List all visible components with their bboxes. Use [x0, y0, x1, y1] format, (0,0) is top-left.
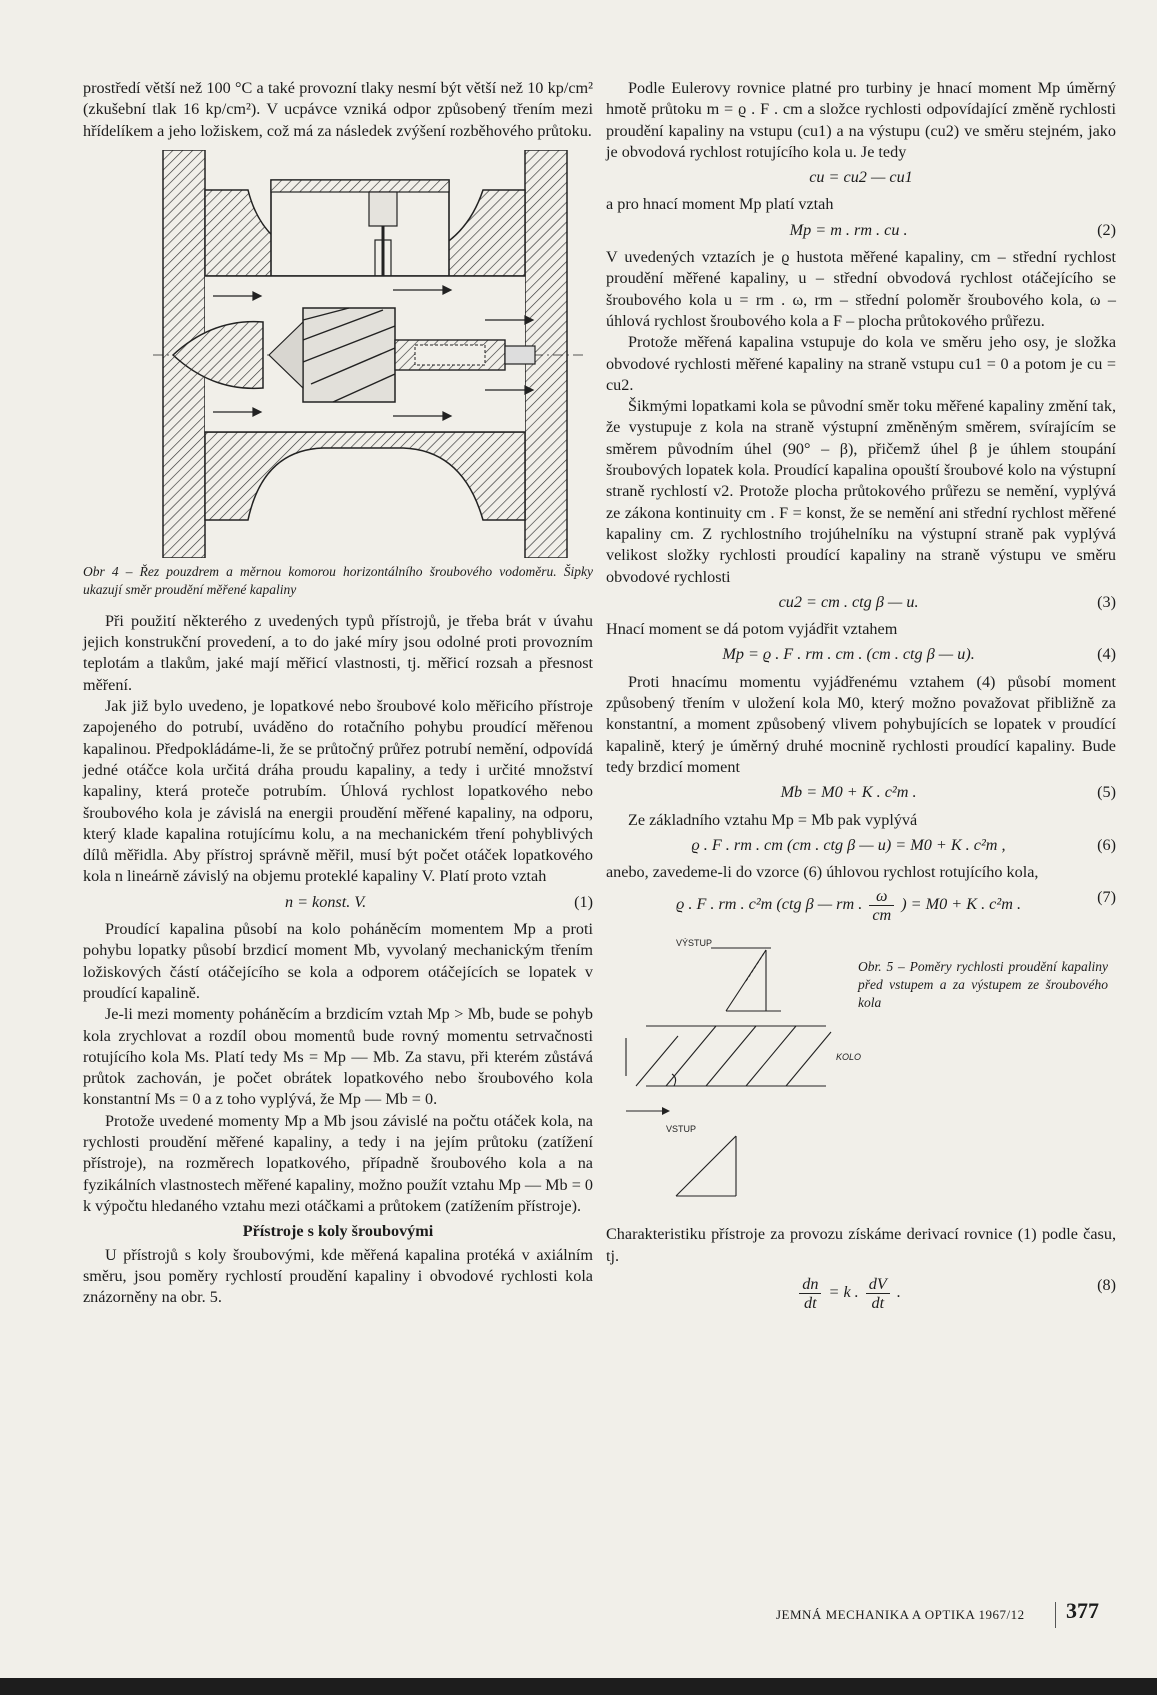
numerator: ω [869, 887, 894, 906]
equation-number: (3) [1097, 592, 1116, 611]
figure-4-caption: Obr 4 – Řez pouzdrem a měrnou komorou horizontálního šroubového vodoměru. Šipky ukazují směr proudění měřené kapaliny [83, 563, 593, 597]
equation-6 [606, 835, 1116, 856]
numerator: dV [866, 1275, 890, 1294]
equation-part: = k . [828, 1283, 859, 1302]
figure-5 [606, 936, 1116, 1216]
paragraph: Hnací moment se dá potom vyjádřit vztahem [606, 620, 898, 639]
equation-8 [606, 1275, 1116, 1312]
equation-number: (5) [1097, 783, 1116, 802]
equation-body: n = konst. V. [284, 892, 367, 911]
journal-footer: JEMNÁ MECHANIKA A OPTIKA 1967/12 [776, 1607, 1025, 1622]
fraction [866, 1275, 890, 1312]
denominator: cm [872, 906, 892, 925]
equation-7 [606, 887, 1116, 924]
paragraph: Protože měřená kapalina vstupuje do kola ve směru jeho osy, je složka obvodové rychlosti měřené kapaliny na straně vstupu cu1 = 0 a potom je cu = cu2. [606, 333, 1116, 394]
equation-4 [606, 644, 1116, 665]
equation-number: (7) [1097, 888, 1116, 907]
paragraph: Charakteristiku přístroje za provozu získáme derivací rovnice (1) podle času, tj. [606, 1225, 1116, 1265]
label-vystup: VÝSTUP [676, 938, 713, 949]
equation-number: (2) [1097, 220, 1116, 239]
equation-5 [606, 782, 1116, 803]
figure-5-caption: Obr. 5 – Poměry rychlosti proudění kapaliny před vstupem a za výstupem ze šroubového kola [858, 959, 1108, 1011]
page-number: 377 [1066, 1598, 1099, 1623]
scan-edge [0, 1678, 1157, 1695]
equation-body: cu = cu2 — cu1 [809, 168, 913, 187]
paragraph: a pro hnací moment Mp platí vztah [606, 195, 834, 214]
paragraph: prostředí větší než 100 °C a také provozní tlaky nesmí být větší než 10 kp/cm² (zkušební tlak 16 kp/cm²). V ucpávce vzniká odpor způsobený třením mezi hřídelíkem a jeho ložiskem, což má za následek zvýšení rozběhového průtoku. [83, 79, 593, 140]
equation-part: . [896, 1283, 901, 1302]
paragraph: U přístrojů s koly šroubovými, kde měřená kapalina protéká v axiálním směru, jsou poměry rychlostí proudění kapaliny i obvodové rychlosti kola znázorněny na obr. 5. [83, 1245, 593, 1307]
equation-cu [606, 167, 1116, 188]
equation-number: (1) [574, 892, 593, 911]
section-heading: Přístroje s koly šroubovými [242, 1222, 434, 1241]
numerator: dn [799, 1275, 821, 1294]
fraction [799, 1275, 821, 1312]
denominator: dt [871, 1293, 885, 1312]
equation-1 [83, 892, 593, 913]
equation-number: (8) [1097, 1275, 1116, 1294]
equation-body: cu2 = cm . ctg β — u. [778, 592, 919, 611]
equation-body: ϱ . F . rm . cm (cm . ctg β — u) = M0 + K . c²m , [691, 835, 1006, 854]
fraction [869, 887, 894, 924]
right-column [606, 78, 1116, 1318]
paragraph: Jak již bylo uvedeno, je lopatkové nebo šroubové kolo měřicího přístroje zapojeného do potrubí, uváděno do rotačního pohybu proudící měřenou kapalinou. Předpokládáme-li, že se průtočný průřez potrubí nemění, odpovídá jedné otáčce kola určitá dráha proudu kapaliny, a tedy i určité množství kapaliny, která proteče potrubím. Úhlová rychlost lopatkového nebo šroubového kola je závislá na energii proudění měřené kapaliny, na odporu, který klade kapalina rotujícímu kolu, a na mechanickém tření pohyblivých dílů měřidla. Aby přístroj správně měřil, musí být počet otáček lopatkového kola n lineárně závislý na objemu proteklé kapaliny V. Platí proto vztah [83, 697, 593, 886]
figure-4-meter-section [153, 150, 583, 558]
paragraph: Při použití některého z uvedených typů přístrojů, je třeba brát v úvahu jejich konstrukční provedení, a to do jaké míry jsou odolné proti provozním teplotám a tlakům, jaké mají měřicí vlastnosti, tj. měřicí rozsah a přesnost měření. [83, 611, 593, 694]
equation-3 [606, 592, 1116, 613]
equation-body [606, 887, 1091, 924]
equation-number: (4) [1097, 645, 1116, 664]
paragraph: Protože uvedené momenty Mp a Mb jsou závislé na počtu otáček kola, na rychlosti proudění měřené kapaliny, a tedy i na jejím průtoku (zatížení přístroje), na rozměrech lopatkového, případně šroubového kola a na fyzikálních vlastnostech měřené kapaliny, možno použít vztahu Mp — Mb = 0 k výpočtu hledaného vztahu mezi otáčkami a průtokem (zatížením přístroje). [83, 1111, 593, 1215]
paragraph: Je-li mezi momenty poháněcím a brzdicím vztah Mp > Mb, bude se pohyb kola zrychlovat a rozdíl obou momentů bude rovný momentu setrvačnosti rotujícího kola Ms. Platí tedy Ms = Mp — Mb. Za stavu, při kterém zůstává průtok zachován, je počet obrátek lopatkového nebo šroubového kola konstantní Ms = 0 a z toho vyplývá, že Mp — Mb = 0. [83, 1005, 593, 1109]
equation-body: Mb = M0 + K . c²m . [780, 783, 917, 802]
equation-body [606, 1275, 1091, 1312]
paragraph: Šikmými lopatkami kola se původní směr toku měřené kapaliny změní tak, že vystupuje z kola na straně výstupní změněným směrem, svírajícím se směrem původním úhel (90° – β), přičemž úhel β je úhlem stoupání šroubových lopatek kola. Proudící kapalina opouští šroubové kolo na výstupní straně rychlostí v2. Protože plocha průtokového průřezu se nemění, vyplývá ze zákona kontinuity cm . F = konst, že se nemění ani střední rychlost měřené kapaliny cm. Z rychlostního trojúhelníku na výstupní straně pak vyplývá velikost složky rychlosti proudící kapaliny na straně výstupu ve směru obvodové rychlosti [606, 397, 1116, 586]
paragraph: Podle Eulerovy rovnice platné pro turbiny je hnací moment Mp úměrný hmotě průtoku m = ϱ . F . cm a složce rychlosti odpovídající změně rychlosti proudění kapaliny na vstupu (cu1) a na výstupu (cu2) ve směru stejném, jako je obvodová rychlost rotujícího kola u. Je tedy [606, 79, 1116, 161]
paragraph: Proudící kapalina působí na kolo poháněcím momentem Mp a proti pohybu lopatky působí brzdicí moment Mb, vyvolaný mechanickým třením ložiskových částí otáčejícího se kola a odporem otáčejících se lopatek v proudící kapalině. [83, 920, 593, 1002]
paragraph: anebo, zavedeme-li do vzorce (6) úhlovou rychlost rotujícího kola, [606, 863, 1039, 882]
label-vstup: VSTUP [666, 1124, 697, 1135]
paragraph: V uvedených vztazích je ϱ hustota měřené kapaliny, cm – střední rychlost proudění měřené kapaliny, u – střední obvodová rychlost otáčejícího se šroubového kola u = rm . ω, rm – střední poloměr šroubového kola, ω – úhlová rychlost šroubového kola a F – plocha průtokového průřezu. [606, 248, 1116, 330]
paragraph: Proti hnacímu momentu vyjádřenému vztahem (4) působí moment způsobený třením v uložení kola M0, který možno považovat přibližně za konstantní, a moment způsobený vlivem pohybujících se lopatek v proudící kapalině, který je úměrný druhé mocnině rychlosti proudící kapaliny. Bude tedy brzdicí moment [606, 672, 1116, 776]
label-kolo: KOLO [836, 1052, 862, 1063]
left-column [83, 78, 593, 1308]
equation-body: Mp = ϱ . F . rm . cm . (cm . ctg β — u). [722, 645, 975, 664]
paragraph: Ze základního vztahu Mp = Mb pak vyplývá [628, 810, 918, 829]
denominator: dt [804, 1293, 817, 1312]
equation-part: ϱ . F . rm . c²m (ctg β — rm . [676, 895, 863, 914]
equation-body: Mp = m . rm . cu . [789, 220, 908, 239]
footer-divider [1055, 1602, 1056, 1628]
equation-part: ) = M0 + K . c²m . [901, 895, 1021, 914]
equation-number: (6) [1097, 835, 1116, 854]
equation-2 [606, 220, 1116, 241]
figure-5-velocity-diagram [606, 936, 876, 1216]
